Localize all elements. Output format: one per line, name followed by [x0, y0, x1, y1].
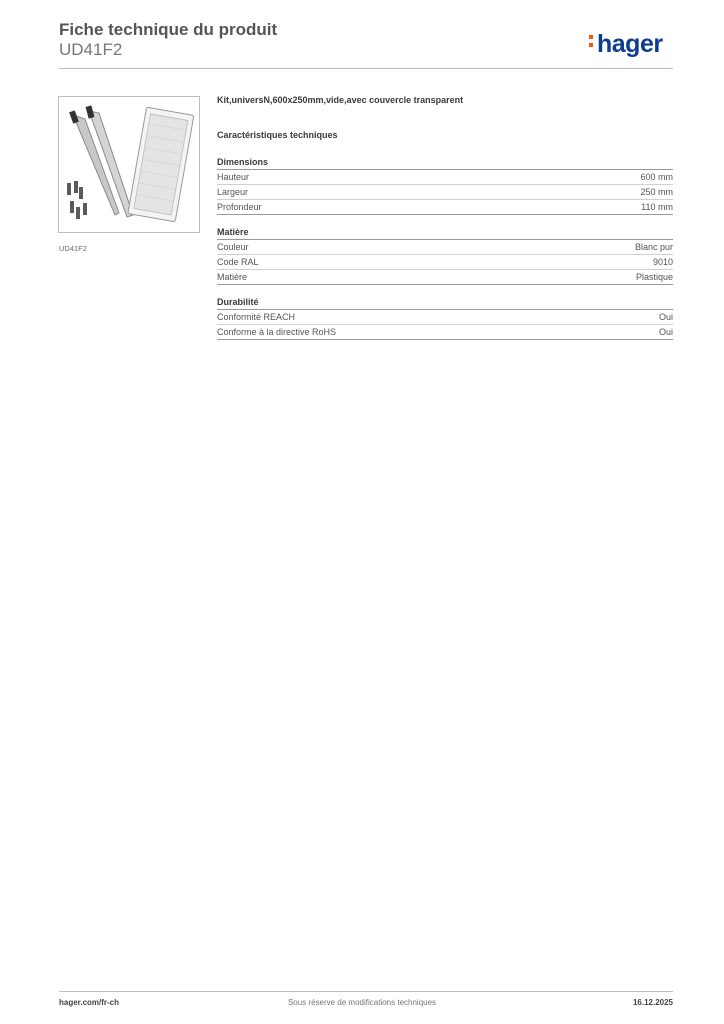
spec-row [217, 270, 673, 285]
group-title: Dimensions [217, 155, 673, 170]
spec-label: Profondeur [217, 202, 262, 212]
spec-row [217, 200, 673, 215]
logo-dots-icon [589, 35, 595, 51]
product-reference: UD41F2 [59, 40, 123, 59]
spec-label: Conforme à la directive RoHS [217, 327, 337, 337]
product-kit-icon [59, 97, 199, 232]
spec-value: Oui [658, 312, 673, 322]
spec-label: Hauteur [217, 172, 250, 182]
footer-notice: Sous réserve de modifications techniques [287, 998, 437, 1007]
footer-date: 16.12.2025 [632, 998, 673, 1007]
spec-heading: Caractéristiques techniques [217, 130, 338, 140]
group-title: Matière [217, 225, 673, 240]
spec-row [217, 255, 673, 270]
spec-group-durability [217, 295, 673, 340]
spec-content [217, 95, 673, 340]
spec-label: Largeur [217, 187, 249, 197]
spec-row [217, 170, 673, 185]
spec-row [217, 185, 673, 200]
image-caption: UD41F2 [59, 244, 87, 253]
spec-value: 250 mm [640, 187, 673, 197]
spec-group-dimensions [217, 155, 673, 215]
spec-value: 9010 [652, 257, 673, 267]
spec-value: Plastique [635, 272, 673, 282]
spec-value: 600 mm [640, 172, 673, 182]
spec-row [217, 310, 673, 325]
spec-label: Couleur [217, 242, 249, 252]
page-title: Fiche technique du produit [59, 20, 278, 39]
footer-divider [59, 991, 673, 992]
header-divider [59, 68, 673, 69]
spec-group-material [217, 225, 673, 285]
spec-row [217, 240, 673, 255]
hager-logo [592, 30, 663, 59]
spec-row [217, 325, 673, 340]
logo-wordmark: hager [597, 30, 663, 58]
footer-website: hager.com/fr-ch [59, 998, 120, 1007]
spec-value: Blanc pur [634, 242, 673, 252]
spec-label: Conformité REACH [217, 312, 296, 322]
spec-value: 110 mm [641, 202, 673, 212]
product-image [58, 96, 200, 233]
spec-value: Oui [658, 327, 673, 337]
spec-label: Code RAL [217, 257, 259, 267]
spec-label: Matière [217, 272, 248, 282]
group-title: Durabilité [217, 295, 673, 310]
product-description: Kit,universN,600x250mm,vide,avec couvercle transparent [217, 95, 464, 105]
